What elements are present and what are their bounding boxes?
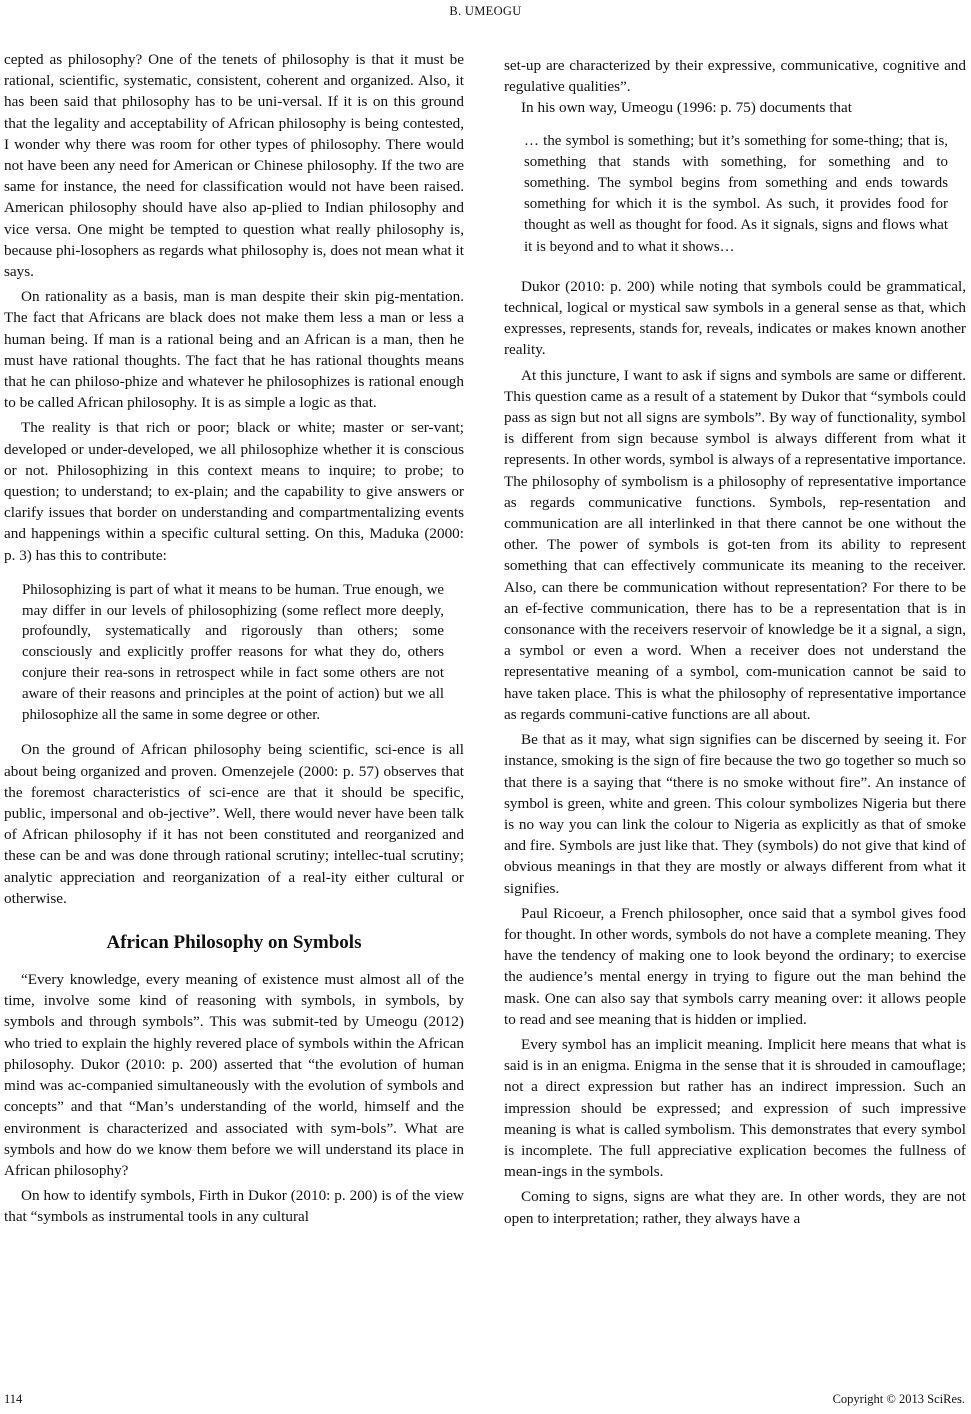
running-head: B. UMEOGU: [449, 4, 522, 18]
paragraph: Be that as it may, what sign signifies can be discerned by seeing it. For instance, smoking is the sign of fire because the two go together so much so that there is a saying that “there is no smoke without fire”. An instance of symbol is green, white and green. This colour symbolizes Nigeria but there is no way you can link the colour to Nigeria as explicitly as that of smoke and fire. Symbols are just like that. They (symbols) do not give that kind of obvious meanings in that they are mostly or always different from what it signifies.: [504, 731, 966, 897]
paragraph: On rationality as a basis, man is man despite their skin pig-mentation. The fact that Africans are black does not make them less a man or less a human being. If man is a rational being and an African is a man, then he must have rational thoughts. The fact that he has rational thoughts means that he can philoso-phize and whatever he philosophizes is rational enough to be called African philosophy. It is as simple a logic as that.: [4, 288, 464, 412]
right-column: [504, 55, 966, 1229]
block-quote: Philosophizing is part of what it means to be human. True enough, we may differ in our levels of philosophizing (some reflect more deeply, profoundly, systematically and rigorously than others; some consciously and explicitly proffer reasons for what they do, others conjure their rea-sons in retrospect while in fact some others are not aware of their reasons and principles at the point of action) but we all philosophize all the same in some degree or other.: [22, 581, 444, 723]
paragraph: Paul Ricoeur, a French philosopher, once said that a symbol gives food for thought. In other words, symbols do not have a complete meaning. They have the tendency of making one to look beyond the ordinary; to exercise the audience’s mental energy in trying to figure out the man behind the mask. One can also say that symbols carry meaning over: it allows people to read and see meaning that is hidden or implied.: [504, 904, 966, 1028]
paragraph: On how to identify symbols, Firth in Dukor (2010: p. 200) is of the view that “symbols as instrumental tools in any cultural: [4, 1187, 464, 1226]
paragraph: Every symbol has an implicit meaning. Implicit here means that what is said is in an enigma. Enigma in the sense that it is shrouded in camouflage; not a direct expression but rather has an indirect impression. Such an impression should be expressed; and expression of such impressive meaning is what is called symbolism. This demonstrates that every symbol is incomplete. The full appreciative explication becomes the fullness of mean-ings in the symbols.: [504, 1035, 966, 1181]
section-heading: African Philosophy on Symbols: [106, 932, 362, 954]
paragraph: Coming to signs, signs are what they are. In other words, they are not open to interpretation; rather, they always have a: [504, 1188, 966, 1227]
paragraph: Dukor (2010: p. 200) while noting that symbols could be grammatical, technical, logical or mystical saw symbols in a general sense as that, which expresses, represents, stands for, reveals, indicates or makes known another reality.: [504, 277, 966, 359]
paragraph: The reality is that rich or poor; black or white; master or ser-vant; developed or under-developed, we all philosophize whether it is conscious or not. Philosophizing in this context means to inquire; to probe; to question; to understand; to ex-plain; and the capability to give answers or clarify issues that border on understanding and compartmentalizing events and happenings within a specific cultural setting. On this, Maduka (2000: p. 3) has this to contribute:: [4, 419, 464, 564]
paragraph: cepted as philosophy? One of the tenets of philosophy is that it must be rational, scientific, systematic, consistent, coherent and organized. Also, it has been said that philosophy has to be uni-versal. If it is on this ground that the legality and acceptability of African philosophy is being contested, I wonder why there was room for other types of philosophy. There would not have been any need for American or Chinese philosophy. If the two are same for instance, the need for classification would not have been raised. American philosophy should have also ap-plied to Indian philosophy and vice versa. One might be tempted to question what really philosophy is, because phi-losophers as regards what philosophy is, does not mean what it says.: [4, 51, 464, 281]
left-column: [4, 49, 464, 1228]
paragraph: On the ground of African philosophy being scientific, sci-ence is all about being organized and proven. Omenzejele (2000: p. 57) observes that the foremost characteristics of sci-ence are that it should be specific, public, impersonal and ob-jective”. Well, there would never have been talk of African philosophy if it has not been constituted and reorganized and these can be and was done through rational scrutiny; intellec-tual scrutiny; analytic appreciation and reorganization of a real-ity either cultural or otherwise.: [4, 741, 464, 907]
paragraph: “Every knowledge, every meaning of existence must almost all of the time, involve some kind of reasoning with symbols, in symbols, by symbols and through symbols”. This was submit-ted by Umeogu (2012) who tried to explain the highly revered place of symbols within the African philosophy. Dukor (2010: p. 200) asserted that “the evolution of human mind was ac-companied simultaneously with the evolution of symbols and concepts” and that “Man’s understanding of the world, himself and the environment is characterized and associated with sym-bols”. What are symbols and how do we know them before we will understand its place in African philosophy?: [4, 971, 464, 1179]
block-quote: … the symbol is something; but it’s something for some-thing; that is, something that stands with something, for something and to something. The symbol begins from something and ends towards something for which it is the symbol. As such, it provides food for thought as well as thought for food. As it signals, signs and flows what it is beyond and to what it shows…: [524, 132, 948, 255]
page-number: 114: [4, 1392, 23, 1406]
paragraph: In his own way, Umeogu (1996: p. 75) documents that: [521, 99, 852, 117]
copyright-notice: Copyright © 2013 SciRes.: [832, 1392, 965, 1406]
paragraph: At this juncture, I want to ask if signs and symbols are same or different. This question came as a result of a statement by Dukor that “symbols could pass as sign but not all signs are symbols”. By way of functionality, symbol is different from sign because symbol is always different from what it represents. In other words, symbol is always of a representative importance. The philosophy of symbolism is a philosophy of representative importance as regards communicative functions. Symbols, rep-resentation and communication are all interlinked in that there cannot be one without the other. The power of symbols is got-ten from its ability to represent something that can effectively communicate its meaning to the receiver. Also, can there be communication without representation? For there to be an ef-fective communication, there has to be a representation that is in consonance with the receivers reservoir of knowledge be it a signal, a sign, a symbol or even a word. When a receiver does not understand the representative meaning of a symbol, com-munication cannot be said to have taken place. This is what the philosophy of representative importance as regards communi-cative functions are all about.: [504, 366, 966, 723]
paragraph: set-up are characterized by their expressive, communicative, cognitive and regulative qualities”.: [504, 57, 966, 96]
